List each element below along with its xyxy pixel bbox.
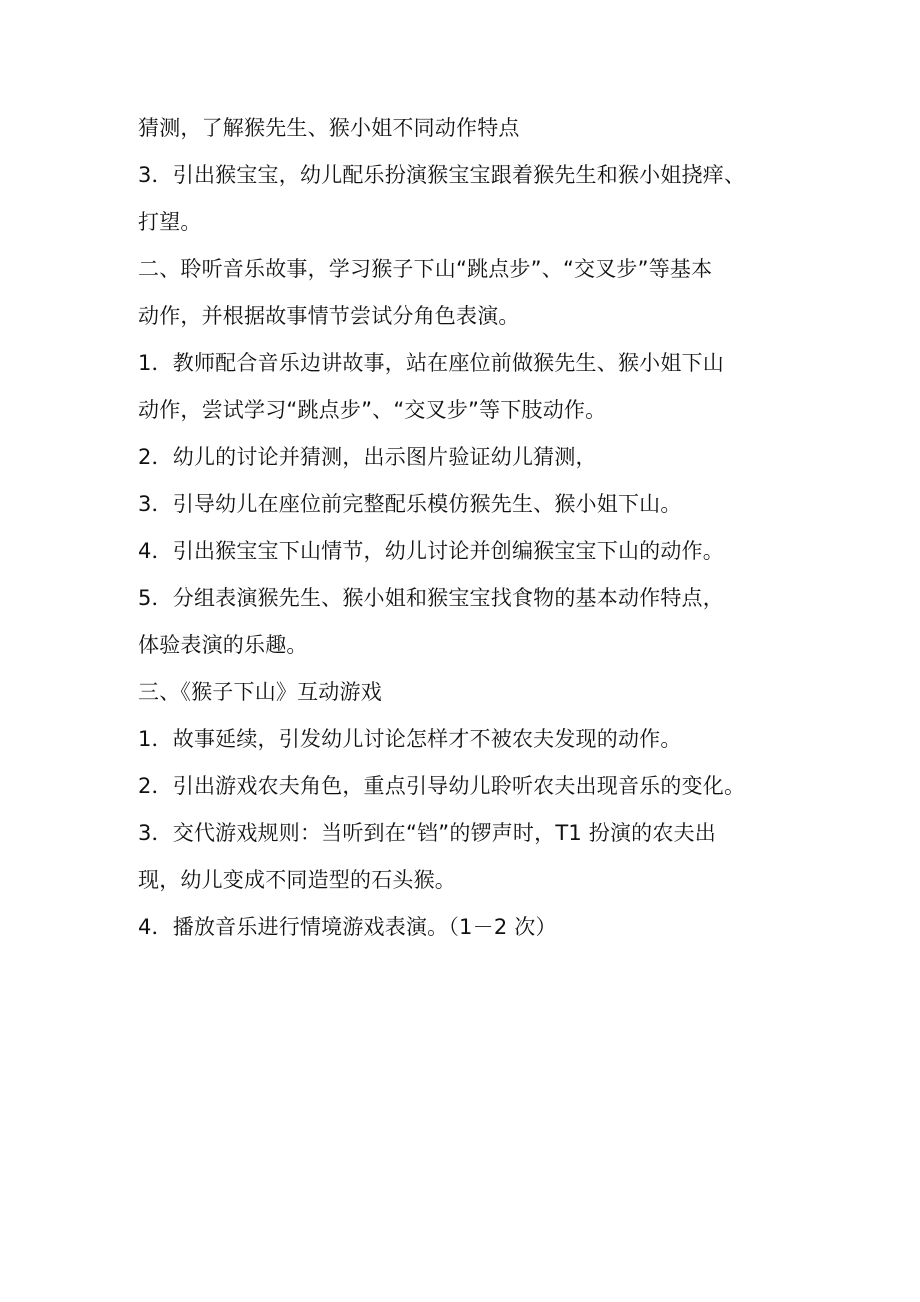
text-line: 2．幼儿的讨论并猜测，出示图片验证幼儿猜测， bbox=[138, 445, 597, 469]
text-line: 2．引出游戏农夫角色，重点引导幼儿聆听农夫出现音乐的变化。 bbox=[138, 774, 746, 798]
text-line: 3．引导幼儿在座位前完整配乐模仿猴先生、猴小姐下山。 bbox=[138, 492, 682, 516]
text-line: 1．故事延续，引发幼儿讨论怎样才不被农夫发现的动作。 bbox=[138, 727, 682, 751]
text-line: 打望。 bbox=[138, 210, 202, 234]
text-line: 体验表演的乐趣。 bbox=[138, 633, 308, 657]
text-line: 动作，尝试学习“跳点步”、“交叉步”等下肢动作。 bbox=[138, 398, 607, 422]
text-line: 动作，并根据故事情节尝试分角色表演。 bbox=[138, 304, 520, 328]
text-line: 现，幼儿变成不同造型的石头猴。 bbox=[138, 868, 456, 892]
text-line: 猜测，了解猴先生、猴小姐不同动作特点 bbox=[138, 116, 520, 140]
text-line: 5．分组表演猴先生、猴小姐和猴宝宝找食物的基本动作特点， bbox=[138, 586, 724, 610]
text-line: 1．教师配合音乐边讲故事，站在座位前做猴先生、猴小姐下山 bbox=[138, 351, 724, 375]
document-body bbox=[138, 114, 788, 960]
text-line: 4．播放音乐进行情境游戏表演。（1－2 次） bbox=[138, 915, 557, 939]
text-line: 4．引出猴宝宝下山情节，幼儿讨论并创编猴宝宝下山的动作。 bbox=[138, 539, 724, 563]
section-heading: 三、《猴子下山》互动游戏 bbox=[138, 680, 382, 704]
text-line: 3．交代游戏规则：当听到在“铛”的锣声时，T1 扮演的农夫出 bbox=[138, 821, 716, 845]
text-line: 3．引出猴宝宝，幼儿配乐扮演猴宝宝跟着猴先生和猴小姐挠痒、 bbox=[138, 163, 746, 187]
section-heading: 二、聆听音乐故事，学习猴子下山“跳点步”、“交叉步”等基本 bbox=[138, 257, 713, 281]
